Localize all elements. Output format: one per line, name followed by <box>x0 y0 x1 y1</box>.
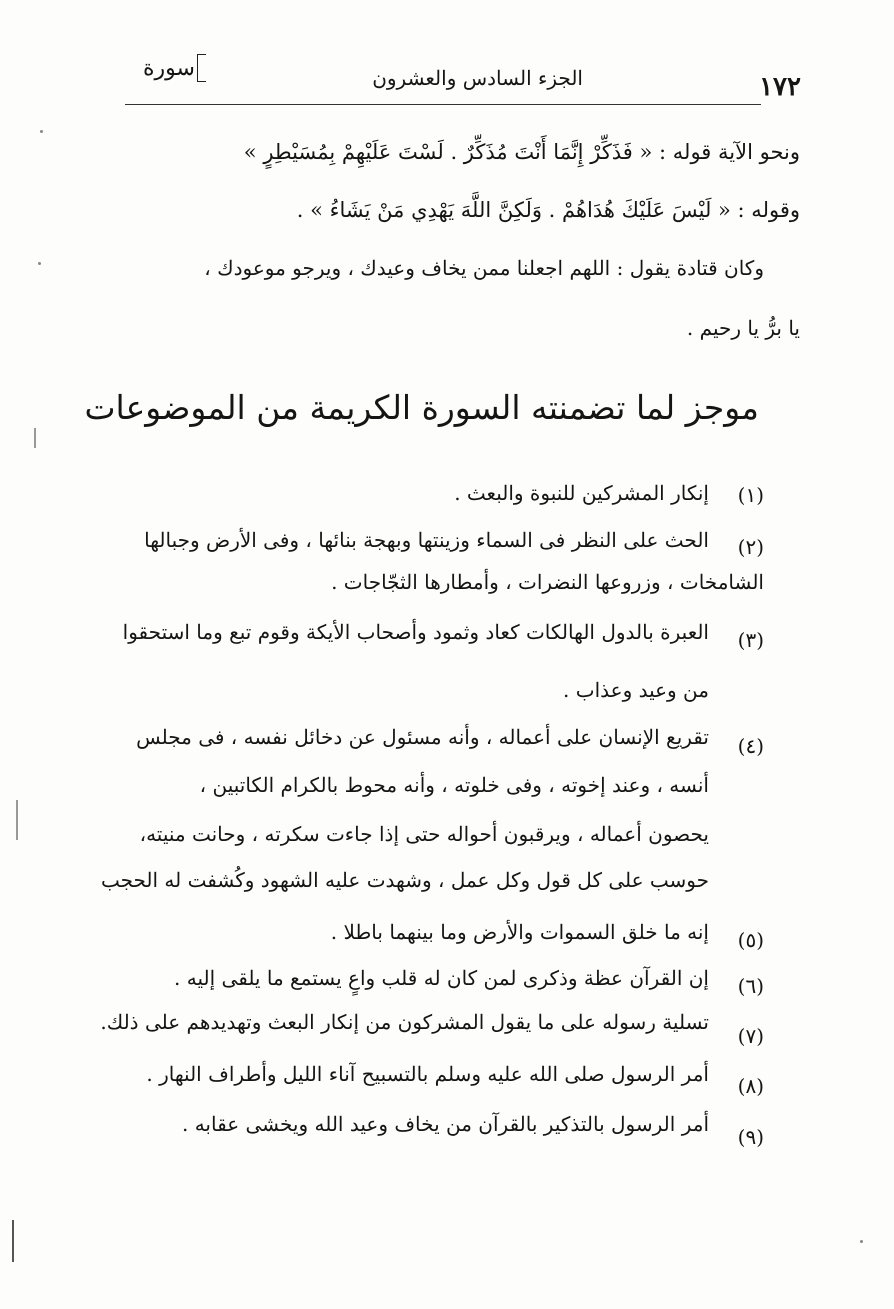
intro-line-2: وقوله : « لَيْسَ عَلَيْكَ هُدَاهُمْ . وَلَكِنَّ اللَّهَ يَهْدِي مَنْ يَشَاءُ » . <box>296 198 800 222</box>
intro-line-3: وكان قتادة يقول : اللهم اجعلنا ممن يخاف وعيدك ، ويرجو موعودك ، <box>204 256 764 280</box>
item-6-line-1: إن القرآن عظة وذكرى لمن كان له قلب واعٍ يستمع ما يلقى إليه . <box>174 966 709 990</box>
scan-speck <box>38 262 41 265</box>
item-7-number: (٧) <box>737 1024 764 1048</box>
item-2-number: (٢) <box>737 535 764 559</box>
item-9-number: (٩) <box>737 1125 764 1149</box>
scan-mark <box>34 428 36 448</box>
item-7-line-1: تسلية رسوله على ما يقول المشركون من إنكار البعث وتهديدهم على ذلك. <box>100 1010 709 1034</box>
item-6-number: (٦) <box>737 974 764 998</box>
part-title: الجزء السادس والعشرون <box>372 66 583 90</box>
item-2-line-1: الحث على النظر فى السماء وزينتها وبهجة بنائها ، وفى الأرض وجبالها <box>144 528 709 552</box>
intro-line-4: يا برُّ يا رحيم . <box>686 316 800 340</box>
scan-speck <box>40 130 43 133</box>
item-4-line-4: حوسب على كل قول وكل عمل ، وشهدت عليه الشهود وكُشفت له الحجب <box>100 868 709 892</box>
header-rule <box>125 104 761 105</box>
item-4-line-1: تقريع الإنسان على أعماله ، وأنه مسئول عن دخائل نفسه ، فى مجلس <box>136 725 709 749</box>
item-3-line-1: العبرة بالدول الهالكات كعاد وثمود وأصحاب الأيكة وقوم تبع وما استحقوا <box>122 620 709 644</box>
scan-mark <box>16 800 18 840</box>
item-3-line-2: من وعيد وعذاب . <box>563 678 709 702</box>
scan-speck <box>860 1240 863 1243</box>
item-8-line-1: أمر الرسول صلى الله عليه وسلم بالتسبيح آناء الليل وأطراف النهار . <box>146 1062 709 1086</box>
intro-line-1: ونحو الآية قوله : « فَذَكِّرْ إِنَّمَا أَنْتَ مُذَكِّرٌ . لَسْتَ عَلَيْهِمْ بِمُسَيْطِرٍ » <box>243 140 800 164</box>
item-4-line-2: أنسه ، وعند إخوته ، وفى خلوته ، وأنه محوط بالكرام الكاتبين ، <box>199 773 709 797</box>
item-1-number: (١) <box>737 483 764 507</box>
section-title: موجز لما تضمنته السورة الكريمة من الموضوعات <box>84 388 759 427</box>
item-4-number: (٤) <box>737 734 764 758</box>
item-8-number: (٨) <box>737 1074 764 1098</box>
item-2-line-2: الشامخات ، وزروعها النضرات ، وأمطارها الثجّاجات . <box>331 570 764 594</box>
item-5-number: (٥) <box>737 928 764 952</box>
header-bracket <box>197 54 206 82</box>
item-9-line-1: أمر الرسول بالتذكير بالقرآن من يخاف وعيد الله ويخشى عقابه . <box>181 1112 709 1136</box>
item-5-line-1: إنه ما خلق السموات والأرض وما بينهما باطلا . <box>330 920 709 944</box>
page-number: ١٧٢ <box>759 72 801 102</box>
item-1-line-1: إنكار المشركين للنبوة والبعث . <box>454 481 709 505</box>
scan-mark <box>12 1220 14 1262</box>
item-4-line-3: يحصون أعماله ، ويرقبون أحواله حتى إذا جاءت سكرته ، وحانت منيته، <box>139 822 709 846</box>
item-3-number: (٣) <box>737 628 764 652</box>
running-header <box>125 52 813 102</box>
sura-label: سورة <box>143 56 195 81</box>
